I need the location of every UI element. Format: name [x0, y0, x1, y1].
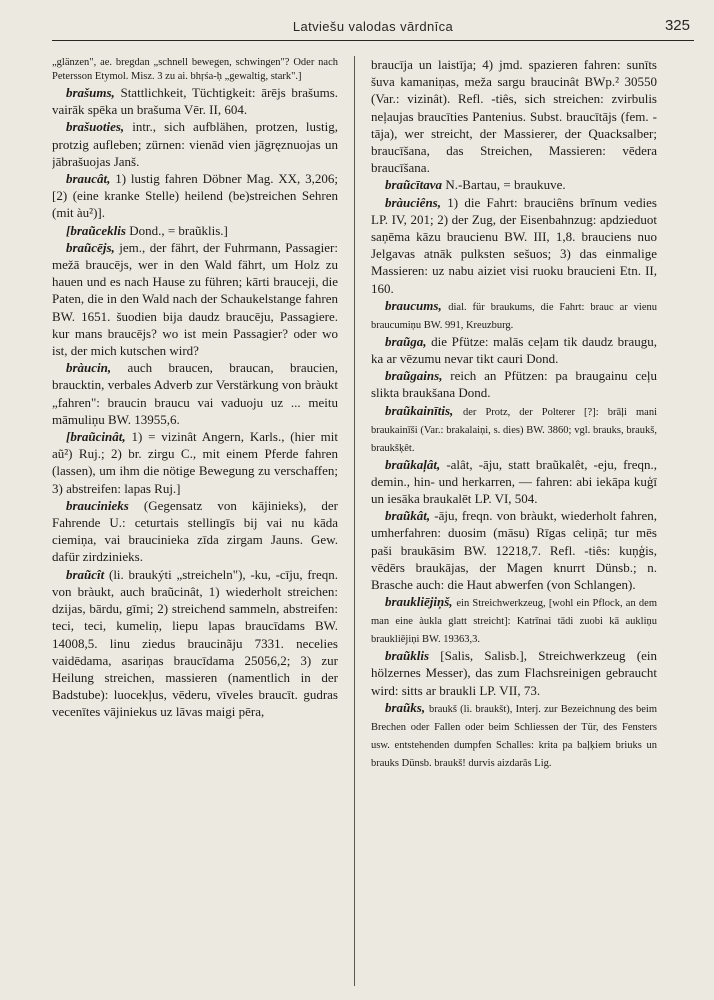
dictionary-entry: [52, 84, 338, 118]
dictionary-entry: [371, 194, 657, 297]
entry-definition: 1) lustig fahren Döbner Mag. XX, 3,206; [2) (eine kranke Stelle) heilend (be)streichen Sehren (mit àu²)].: [52, 171, 338, 221]
entry-definition: der Protz, der Polterer [?]: brāļi mani braukainīši (Var.: brakalaiņi, s. dies) BW. 3860; vgl. brauks, braukš, braukšķêt.: [371, 406, 657, 454]
right-column: [361, 56, 657, 986]
dictionary-entry: [52, 497, 338, 566]
running-head: [52, 18, 694, 41]
entry-headword: braũcît: [66, 566, 105, 582]
entry-headword: braũklis: [385, 648, 430, 664]
entry-headword: braũks,: [385, 699, 426, 715]
entry-definition: -āju, freqn. von bràukt, wiederholt fahren, umherfahren: duosim (māsu) Rīgas celiņā; tur mēs paši braukāsim BW. 12218,7. Refl. -tiês: kuņģis, vēdērs braukājas, der Magen knurrt Dünsb.; n. Brasche auch: die Haut abwerfen (von Schlangen).: [371, 508, 657, 593]
dictionary-entry: [371, 367, 657, 401]
dictionary-entry: [371, 402, 657, 456]
dictionary-entry: [371, 647, 657, 699]
entry-definition: dial. für braukums, die Fahrt: brauc ar vienu braucumiņu BW. 991, Kreuzburg.: [371, 301, 657, 331]
entry-headword: braucinieks: [66, 497, 129, 513]
entry-definition: intr., sich aufblähen, protzen, lustig, protzig aufleben; zürnen: vienād vien jāgręznuojas un jābrašuojas Janš.: [52, 119, 339, 169]
entry-definition: (Gegensatz von kājinieks), der Fahrende U.: ceturtais stellingīs bij vai nu kāda ciemiņa, vai braucinieka zīda zirgam Jauns. Gew. dafür zirdzinieks.: [52, 497, 338, 565]
entry-definition: die Pfütze: malās ceļam tik daudz braugu, ka ar vēzumu nevar tikt cauri Dond.: [371, 333, 657, 367]
entry-headword: bràuciêns,: [385, 194, 441, 210]
entry-definition: 1) = vizinât Angern, Karls., (hier mit aũ²) Ruj.; 2) br. zirgu C., mit einem Pferde fahren (lassen), um ihm die nötige Bewegung zu verschaffen; 3) abstreifen: lapas Ruj.]: [52, 429, 339, 496]
dictionary-entry: [371, 56, 657, 176]
dictionary-entry: [52, 56, 338, 84]
running-title: Latviešu valodas vārdnīca: [292, 19, 454, 34]
page-number: 325: [664, 17, 690, 34]
entry-definition: „glänzen", ae. bregdan „schnell bewegen, schwingen"? Oder nach Petersson Etymol. Misz. 3 zu ai. bhŗśa-ḥ „gewaltig, stark".]: [52, 57, 338, 82]
dictionary-entry: [371, 333, 657, 367]
entry-definition: Dond., = braũklis.]: [129, 222, 228, 238]
dictionary-entry: [52, 222, 338, 239]
entry-headword: brašuoties,: [66, 119, 125, 135]
dictionary-entry: [52, 428, 338, 497]
left-column: [52, 56, 348, 986]
dictionary-entry: [371, 456, 657, 508]
entry-headword: braũcītava: [385, 177, 443, 193]
entry-headword: braũcējs,: [66, 239, 115, 255]
dictionary-entry: [52, 566, 338, 721]
entry-headword: braũgains,: [385, 368, 443, 384]
entry-headword: [braũcinât,: [66, 429, 126, 445]
entry-headword: braukliējiņš,: [385, 594, 453, 610]
two-column-body: [52, 56, 694, 986]
entry-definition: braucīja un laistīja; 4) jmd. spazieren fahren: sunīts šuva kamaniņas, meža sargu braucinât BWp.² 30550 (Var.: vizinât). Refl. -tiês, sich streichen: zvirbulis neļaujas braucīties Pantenius. Subst. braucītājs (fem. -tāja), wer streicht, der Massierer, der Quacksalber; braucīšana, das Streichen, Massieren: vēdera braucīšana.: [371, 57, 657, 176]
entry-definition: auch braucen, braucan, braucien, braucktin, verbales Adverb zur Verstärkung von bràukt „fahren": braucin braucu vai vaduoju uz ... meitu māmuliņu BW. 13955,6.: [52, 360, 339, 427]
entry-definition: ein Streichwerkzeug, [wohl ein Pflock, an dem man eine àukla glatt streicht]: Katrīnai tādi zuobi kā aukliņu braukliējiņi BW. 19363,3.: [371, 598, 657, 646]
entry-headword: [braũceklis: [66, 222, 126, 238]
dictionary-entry: [52, 170, 338, 222]
entry-definition: N.-Bartau, = braukuve.: [445, 177, 566, 193]
dictionary-entry: [371, 507, 657, 593]
entry-headword: brašums,: [66, 85, 115, 100]
column-divider: [354, 56, 355, 986]
dictionary-entry: [371, 176, 657, 193]
entry-headword: braucums,: [385, 297, 442, 313]
dictionary-entry: [371, 593, 657, 647]
entry-definition: braukš (li. braukšt), Interj. zur Bezeichnung des beim Brechen oder Fallen oder beim Schliessen der Tür, des Fensters usw. entstehenden dumpfen Schalles: krita pa baļķiem briuks un brauks Dünsb. braukš! durvis aizdarās Lig.: [371, 703, 657, 769]
dictionary-entry: [371, 297, 657, 333]
dictionary-entry: [371, 699, 657, 771]
entry-headword: braucât,: [66, 171, 111, 187]
entry-headword: bràucin,: [66, 360, 112, 376]
entry-definition: jem., der fährt, der Fuhrmann, Passagier: mežā braucējs, wer in den Wald fährt, um Holz zu hauen und es nach Hause zu führen; kārti brauceji, die Paten, die in den Wald nach der Schaukelstange fahren BW. 1651. šuodien bija daudz braucēju, Passagiere. kur mans braucējs? wo ist mein Passagier? oder wo ist, der mich kutschen wird?: [52, 239, 339, 359]
entry-definition: -alât, -āju, statt braũkalêt, -eju, freqn., demin., hin- und herkarren, — fahren: abi iekāpa kuģī un iesāka braukalēt LP. VI, 504.: [371, 456, 657, 507]
entry-headword: braũga,: [385, 333, 427, 349]
dictionary-entry: [52, 359, 338, 428]
entry-definition: reich an Pfützen: pa braugainu ceļu slikta braukšana Dond.: [371, 368, 657, 401]
dictionary-entry: [52, 239, 338, 359]
dictionary-entry: [52, 118, 338, 170]
entry-headword: braũkât,: [385, 508, 431, 524]
entry-headword: braũkaļât,: [385, 456, 441, 472]
entry-headword: braũkainītis,: [385, 402, 454, 418]
entry-definition: (li. braukýti „streicheln"), -ku, -cīju, freqn. von bràukt, auch braũcinât, 1) wiederholt streichen: dzijas, bārdu, gīmi; 2) streichend sammeln, abstreifen: teci, teci, kumeliņ, liepu lapas braucīdams BW. 14008,5. linu ziedus braucinãju 7331. necelies vaidēdama, asariņas braucīdama 25056,2; 3) zur Heilung streichen, massieren (namentlich in der Badstube): luocekļus, vēderu, vīveles braucīt. gudras vecenītes vājiniekus uz lāvas maigi pēra,: [52, 566, 339, 720]
entry-definition: [Salis, Salisb.], Streichwerkzeug (ein hölzernes Messer), das zum Flachsreinigen gebraucht wird: sitts ar braukli LP. VII, 73.: [371, 648, 657, 698]
entry-definition: Stattlichkeit, Tüchtigkeit: ārējs brašums. vairāk spēka un brašuma Vēr. II, 604.: [52, 85, 339, 118]
entry-definition: 1) die Fahrt: brauciêns brīnum vedies LP. IV, 201; 2) der Zug, der Eisenbahnzug: apdzieduot saņēma kāzu braucienu BW. III, 1,8. brauciens nuo Jelgavas atnāk pulksten sešuos; 3) das einmalige Massieren: uz nabu aiziet visi ruoku braucieni Etn. II, 160.: [371, 194, 657, 296]
